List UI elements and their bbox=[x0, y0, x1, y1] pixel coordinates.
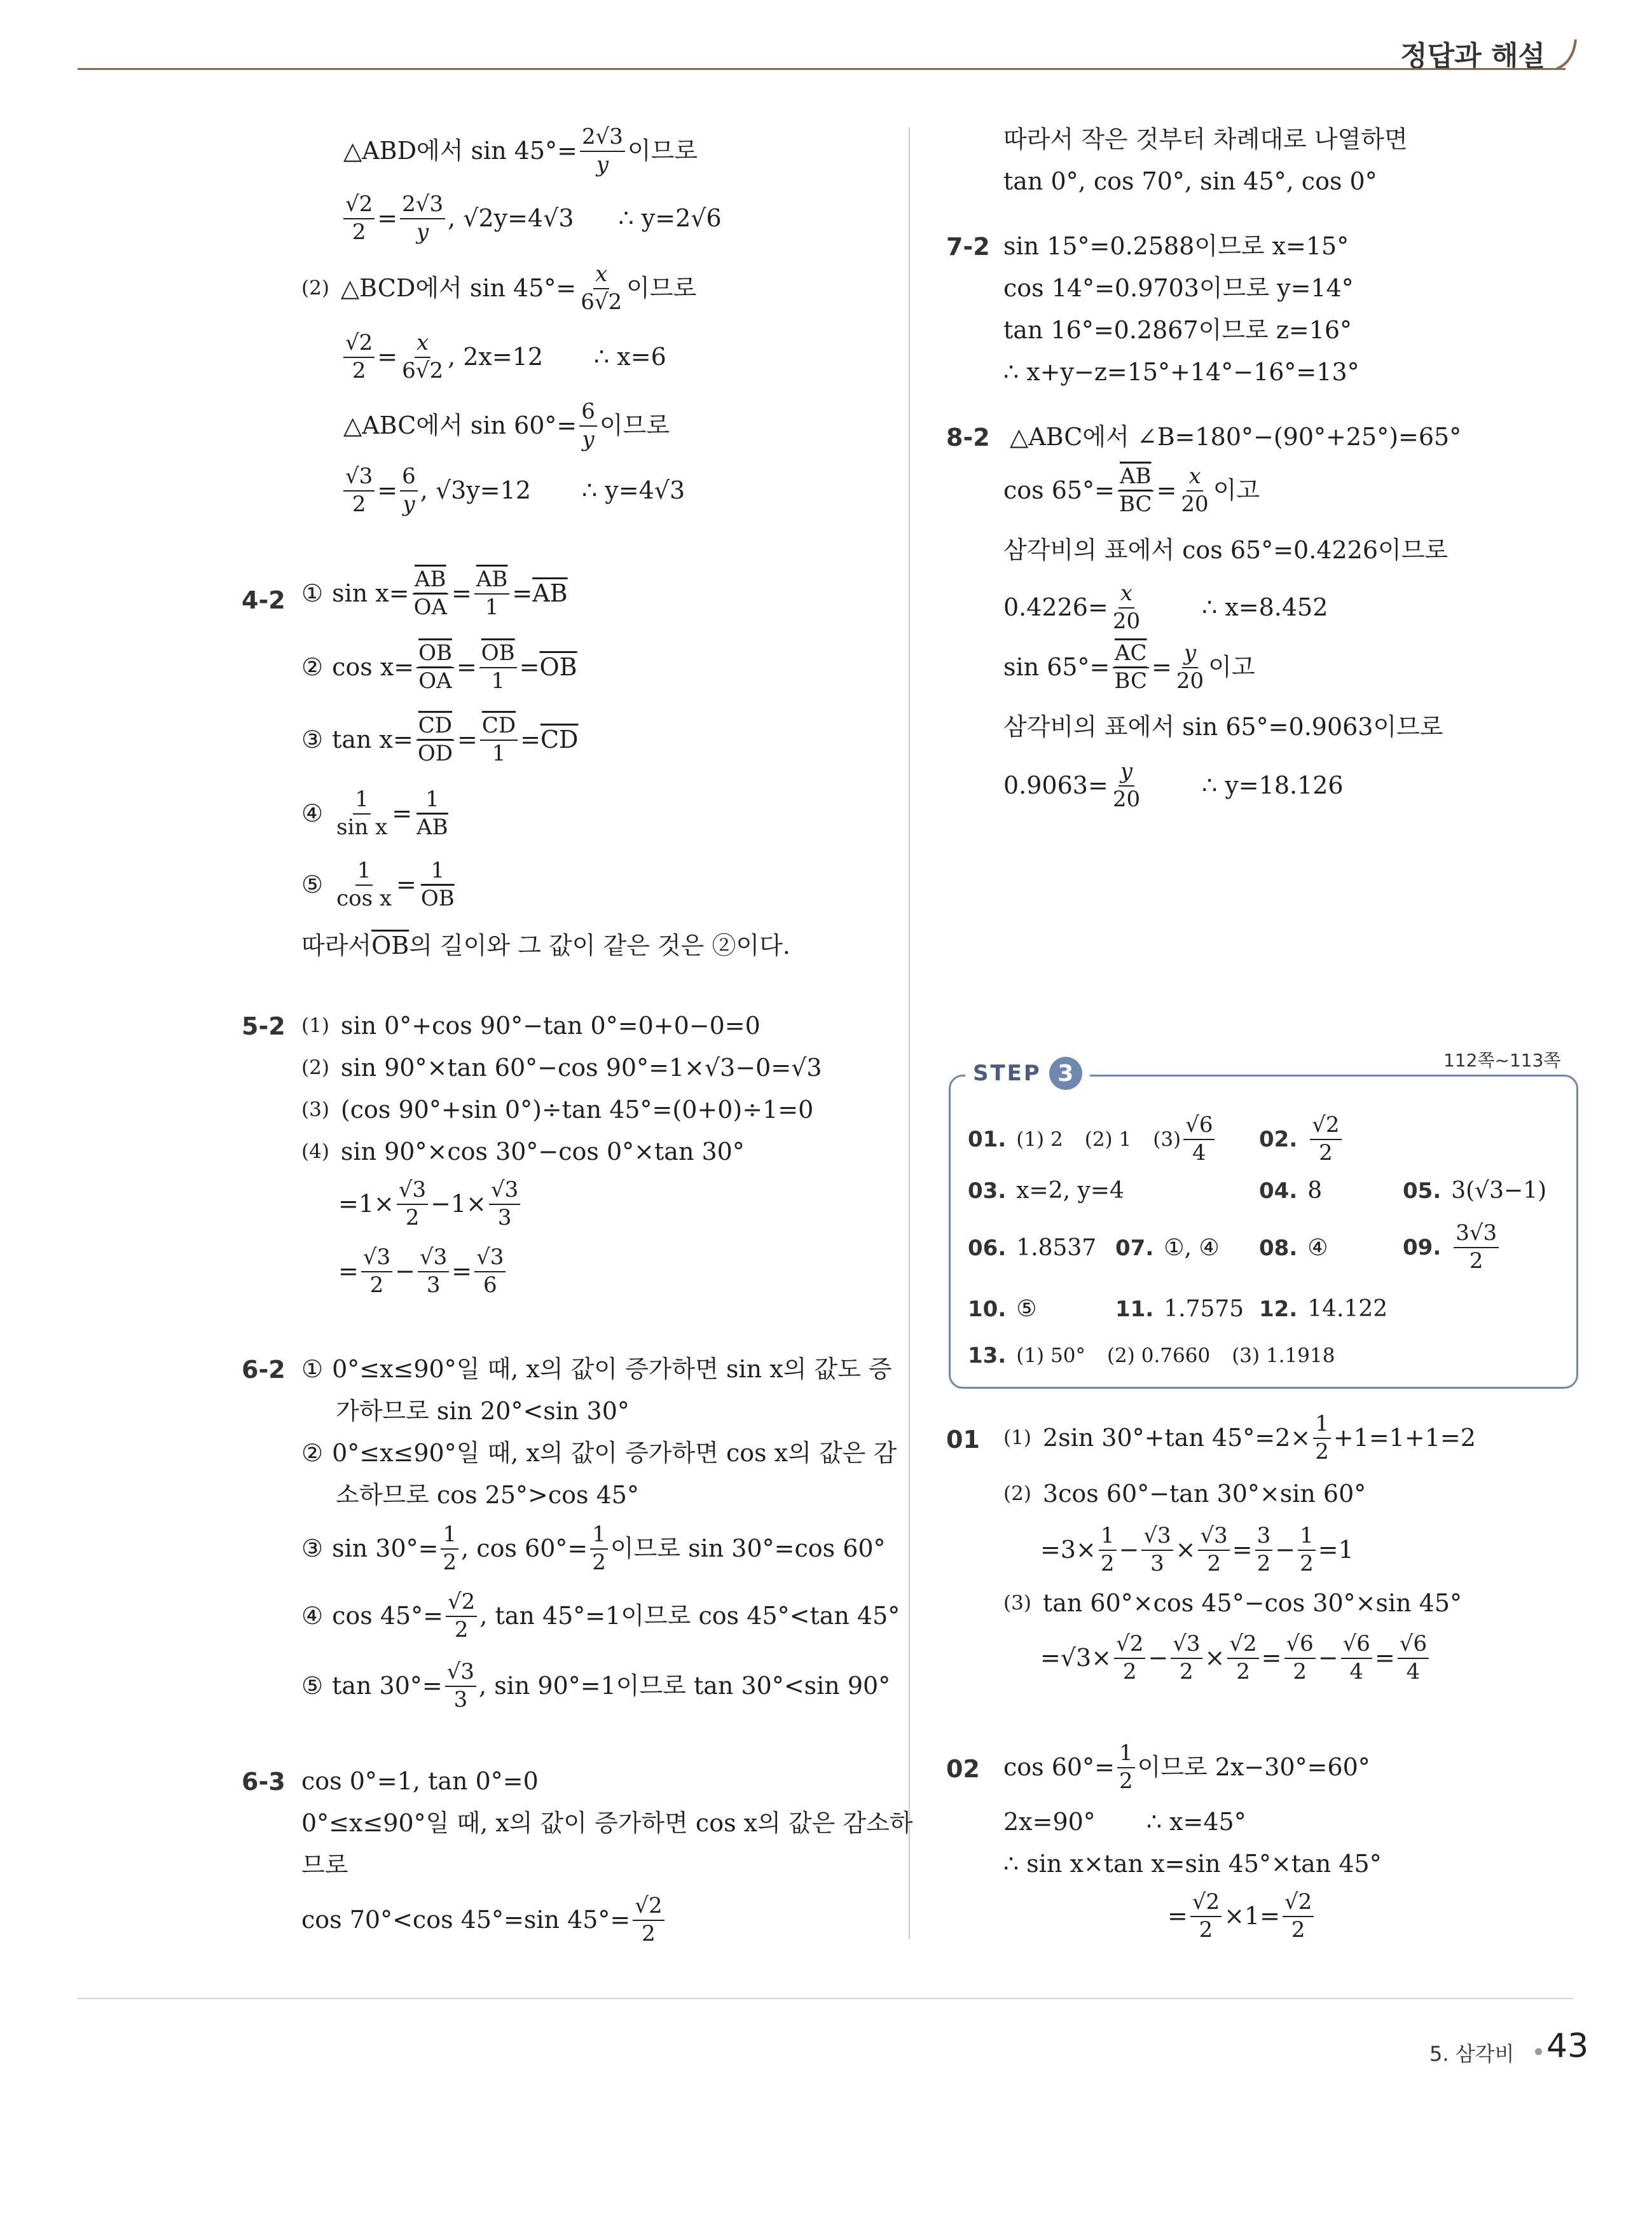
p42-conclusion: 따라서 $\overline{OB}$ 의 길이와 그 값이 같은 것은 ②이다. bbox=[301, 932, 790, 960]
fraction: $\frac{√2}{2}$ bbox=[343, 193, 375, 244]
s01-line-4: (3) tan 60°×cos 45°−cos 30°×sin 45° bbox=[1003, 1589, 1463, 1617]
text: △ABD에서 sin 45°= bbox=[343, 136, 577, 165]
fraction: $\frac{x}{20}$ bbox=[1112, 581, 1141, 634]
p42-row-2: ② cos x= $\frac{\overline{OB}}{OA}$ = $\frac{\overline{OB}}{1}$ = $\overline{OB}$ bbox=[301, 640, 577, 694]
page-number: 43 bbox=[1546, 2027, 1589, 2065]
fraction: $\frac{3√3}{2}$ bbox=[1454, 1222, 1499, 1272]
problem-id-6-3: 6-3 bbox=[242, 1768, 286, 1796]
fraction: $\frac{y}{20}$ bbox=[1112, 759, 1141, 812]
p82-line-1: △ABC에서 ∠B=180°−(90°+25°)=65° bbox=[1010, 423, 1462, 451]
p52-line-5: =1× $\frac{√3}{2}$ −1× $\frac{√3}{3}$ bbox=[338, 1179, 523, 1229]
answer-04: 04. 8 bbox=[1259, 1178, 1323, 1204]
s02-line-1: cos 60°= $\frac{1}{2}$ 이므로 2x−30°=60° bbox=[1003, 1740, 1370, 1794]
fraction: $\frac{6}{y}$ bbox=[400, 465, 418, 516]
p63-line-3: 므로 bbox=[301, 1851, 348, 1879]
fraction: $\frac{√3}{3}$ bbox=[489, 1179, 520, 1229]
fraction: $\frac{√3}{2}$ bbox=[1171, 1633, 1202, 1683]
answer-10: 10. ⑤ bbox=[968, 1296, 1037, 1322]
solution-id-01: 01 bbox=[946, 1426, 980, 1454]
fraction: $\frac{√3}{2}$ bbox=[1198, 1525, 1229, 1575]
p82-line-6: 삼각비의 표에서 sin 65°=0.9063이므로 bbox=[1003, 713, 1443, 741]
p52-line-2: (2) sin 90°×tan 60°−cos 90°=1×√3−0=√3 bbox=[301, 1054, 822, 1082]
fraction: $\frac{√2}{2}$ bbox=[446, 1591, 477, 1641]
left-top-line-2: $\frac{√2}{2}$ = $\frac{2√3}{y}$ , √2y=4√3 ∴ y=2√6 bbox=[341, 193, 722, 244]
s01-line-3: =3× $\frac{1}{2}$ − $\frac{√3}{3}$ × $\frac{√3}{2}$ = $\frac{3}{2}$ − $\frac{1}{2}$ =1 bbox=[1040, 1523, 1354, 1576]
answer-05: 05. 3(√3−1) bbox=[1403, 1178, 1547, 1204]
problem-id-4-2: 4-2 bbox=[242, 586, 286, 614]
problem-id-7-2: 7-2 bbox=[946, 233, 990, 261]
fraction: $\frac{√3}{3}$ bbox=[1141, 1525, 1173, 1575]
fraction: $\frac{\overline{AB}}{OA}$ bbox=[413, 567, 447, 620]
answer-03: 03. x=2, y=4 bbox=[968, 1178, 1124, 1204]
step3-page-range: 112쪽~113쪽 bbox=[1443, 1050, 1561, 1071]
solution-id-02: 02 bbox=[946, 1755, 980, 1783]
step3-label: STEP 3 bbox=[965, 1057, 1090, 1090]
fraction: $\frac{√6}{2}$ bbox=[1284, 1633, 1316, 1683]
answer-11: 11. 1.7575 bbox=[1115, 1296, 1244, 1322]
left-top-line-5: △ABC에서 sin 60°= $\frac{6}{y}$ 이므로 bbox=[343, 399, 670, 452]
p42-row-3: ③ tan x= $\frac{\overline{CD}}{OD}$ = $\frac{\overline{CD}}{1}$ = $\overline{CD}$ bbox=[301, 713, 579, 766]
page-header-title: 정답과 해설 bbox=[1400, 40, 1545, 72]
s02-line-2: 2x=90° ∴ x=45° bbox=[1003, 1808, 1246, 1836]
answer-02: 02. $\frac{√2}{2}$ bbox=[1259, 1114, 1344, 1164]
p62-line-2: ② 0°≤x≤90°일 때, x의 값이 증가하면 cos x의 값은 감 bbox=[301, 1439, 897, 1467]
fraction: $\frac{√2}{2}$ bbox=[343, 332, 375, 382]
fraction: $\frac{√2}{2}$ bbox=[1190, 1891, 1222, 1941]
fraction: $\frac{y}{20}$ bbox=[1176, 640, 1204, 694]
left-top-line-1 bbox=[343, 126, 698, 176]
s01-line-1: (1) 2sin 30°+tan 45°=2× $\frac{1}{2}$ +1=1+1=2 bbox=[1003, 1411, 1476, 1464]
fraction: $\frac{6}{y}$ bbox=[579, 401, 597, 451]
text: , √2y=4√3 bbox=[448, 203, 574, 232]
right-top-line-1: 따라서 작은 것부터 차례대로 나열하면 bbox=[1003, 125, 1408, 153]
step-number-badge: 3 bbox=[1049, 1057, 1082, 1090]
problem-id-5-2: 5-2 bbox=[242, 1012, 286, 1040]
fraction: $\frac{2√3}{y}$ bbox=[580, 126, 625, 176]
right-top-line-2: tan 0°, cos 70°, sin 45°, cos 0° bbox=[1003, 167, 1377, 195]
p62-line-4: ④ cos 45°= $\frac{√2}{2}$ , tan 45°=1이므로 cos 45°<tan 45° bbox=[301, 1589, 900, 1642]
fraction: $\frac{1}{OB}$ bbox=[420, 858, 455, 911]
p62-line-2b: 소하므로 cos 25°>cos 45° bbox=[336, 1481, 639, 1509]
fraction: $\frac{√6}{4}$ bbox=[1398, 1633, 1429, 1683]
fraction: $\frac{1}{2}$ bbox=[1313, 1413, 1331, 1463]
fraction: $\frac{1}{2}$ bbox=[1298, 1525, 1316, 1575]
fraction: $\frac{√2}{2}$ bbox=[1114, 1633, 1145, 1683]
fraction: $\frac{x}{6√2}$ bbox=[581, 261, 623, 315]
p72-line-3: tan 16°=0.2867이므로 z=16° bbox=[1003, 316, 1353, 344]
p62-line-1: ① 0°≤x≤90°일 때, x의 값이 증가하면 sin x의 값도 증 bbox=[301, 1355, 892, 1383]
footer-chapter: 5. 삼각비 bbox=[1429, 2042, 1515, 2066]
p42-row-4: ④ $\frac{1}{\text{sin x}}$ = $\frac{1}{AB}$ bbox=[301, 788, 453, 839]
fraction: $\frac{1}{2}$ bbox=[1099, 1525, 1117, 1575]
p62-line-1b: 가하므로 sin 20°<sin 30° bbox=[336, 1397, 630, 1425]
fraction: $\frac{√3}{2}$ bbox=[361, 1246, 392, 1297]
p82-line-5: sin 65°= $\frac{\overline{AC}}{BC}$ = $\frac{y}{20}$ 이고 bbox=[1003, 640, 1255, 694]
left-top-line-4: $\frac{√2}{2}$ = $\frac{x}{6√2}$ , 2x=12 ∴ x=6 bbox=[341, 332, 666, 382]
s02-line-3: ∴ sin x×tan x=sin 45°×tan 45° bbox=[1003, 1850, 1382, 1878]
answer-text: ∴ y=2√6 bbox=[618, 203, 722, 232]
answer-09: 09. $\frac{3√3}{2}$ bbox=[1403, 1222, 1501, 1272]
p63-line-2: 0°≤x≤90°일 때, x의 값이 증가하면 cos x의 값은 감소하 bbox=[301, 1809, 913, 1837]
p82-line-3: 삼각비의 표에서 cos 65°=0.4226이므로 bbox=[1003, 536, 1449, 564]
p52-line-6: = $\frac{√3}{2}$ − $\frac{√3}{3}$ = $\frac{√3}{6}$ bbox=[338, 1246, 508, 1297]
fraction: $\frac{x}{6√2}$ bbox=[402, 330, 444, 383]
fraction: $\frac{1}{2}$ bbox=[441, 1524, 458, 1574]
footer-rule bbox=[78, 1998, 1573, 1999]
text: 이므로 bbox=[627, 136, 698, 165]
fraction: $\frac{√6}{4}$ bbox=[1183, 1114, 1215, 1164]
p52-line-4: (4) sin 90°×cos 30°−cos 0°×tan 30° bbox=[301, 1138, 745, 1166]
p52-line-3: (3) (cos 90°+sin 0°)÷tan 45°=(0+0)÷1=0 bbox=[301, 1096, 814, 1124]
p42-row-1: ① sin x= $\frac{\overline{AB}}{OA}$ = $\frac{\overline{AB}}{1}$ = $\overline{AB}$ bbox=[301, 567, 568, 620]
fraction: $\frac{√3}{3}$ bbox=[418, 1246, 449, 1297]
p52-line-1: (1) sin 0°+cos 90°−tan 0°=0+0−0=0 bbox=[301, 1012, 761, 1040]
p72-line-1: sin 15°=0.2588이므로 x=15° bbox=[1003, 232, 1349, 260]
answer-01: 01. (1) 2 (2) 1 (3) $\frac{√6}{4}$ bbox=[968, 1114, 1217, 1164]
fraction: $\frac{1}{\text{sin x}}$ bbox=[336, 787, 388, 840]
answer-text: ∴ x=6 bbox=[594, 342, 666, 371]
p63-line-4: cos 70°<cos 45°=sin 45°= $\frac{√2}{2}$ bbox=[301, 1895, 667, 1945]
fraction: $\frac{√3}{3}$ bbox=[445, 1661, 476, 1711]
fraction: $\frac{√2}{2}$ bbox=[1310, 1114, 1341, 1164]
header-swoosh-decoration bbox=[1554, 37, 1580, 70]
fraction: $\frac{\overline{AC}}{BC}$ bbox=[1112, 642, 1149, 692]
fraction: $\frac{2√3}{y}$ bbox=[400, 193, 445, 244]
fraction: $\frac{√3}{6}$ bbox=[474, 1246, 506, 1297]
p72-line-4: ∴ x+y−z=15°+14°−16°=13° bbox=[1003, 358, 1359, 386]
fraction: $\frac{1}{2}$ bbox=[1117, 1742, 1135, 1793]
fraction: $\frac{1}{AB}$ bbox=[416, 787, 448, 840]
answer-12: 12. 14.122 bbox=[1259, 1296, 1388, 1322]
p82-line-4: 0.4226= $\frac{x}{20}$ ∴ x=8.452 bbox=[1003, 581, 1328, 634]
fraction: $\frac{\overline{AB}}{BC}$ bbox=[1119, 464, 1152, 517]
s01-line-5: =√3× $\frac{√2}{2}$ − $\frac{√3}{2}$ × $\frac{√2}{2}$ = $\frac{√6}{2}$ − $\frac{√6}{4}$ = $\frac{√6}{4}$ bbox=[1040, 1633, 1431, 1683]
fraction: $\frac{1}{2}$ bbox=[590, 1524, 608, 1574]
fraction: $\frac{1}{\text{cos x}}$ bbox=[336, 858, 392, 911]
fraction: $\frac{\overline{CD}}{OD}$ bbox=[416, 715, 455, 765]
left-top-line-3: (2) △BCD에서 sin 45°= $\frac{x}{6√2}$ 이므로 bbox=[301, 261, 697, 315]
p63-line-1: cos 0°=1, tan 0°=0 bbox=[301, 1767, 539, 1795]
fraction: $\frac{\overline{OB}}{1}$ bbox=[479, 642, 517, 692]
p62-line-3: ③ sin 30°= $\frac{1}{2}$ , cos 60°= $\frac{1}{2}$ 이므로 sin 30°=cos 60° bbox=[301, 1522, 886, 1575]
fraction: $\frac{√2}{2}$ bbox=[1283, 1891, 1314, 1941]
p72-line-2: cos 14°=0.9703이므로 y=14° bbox=[1003, 274, 1354, 302]
fraction: $\frac{\overline{CD}}{1}$ bbox=[480, 715, 518, 765]
answer-06: 06. 1.8537 bbox=[968, 1235, 1097, 1261]
p62-line-5: ⑤ tan 30°= $\frac{√3}{3}$ , sin 90°=1이므로 tan 30°<sin 90° bbox=[301, 1659, 891, 1712]
fraction: $\frac{√3}{2}$ bbox=[343, 465, 375, 516]
s01-line-2: (2) 3cos 60°−tan 30°×sin 60° bbox=[1003, 1480, 1366, 1508]
fraction: $\frac{√6}{4}$ bbox=[1341, 1633, 1372, 1683]
fraction: $\frac{√2}{2}$ bbox=[633, 1895, 664, 1945]
fraction: $\frac{\overline{OB}}{OA}$ bbox=[416, 642, 454, 692]
answer-07: 07. ①, ④ bbox=[1115, 1235, 1220, 1261]
p82-line-7: 0.9063= $\frac{y}{20}$ ∴ y=18.126 bbox=[1003, 759, 1344, 812]
left-top-line-6: $\frac{√3}{2}$ = $\frac{6}{y}$ , √3y=12 ∴ y=4√3 bbox=[341, 465, 685, 516]
s02-line-4: = $\frac{√2}{2}$ ×1= $\frac{√2}{2}$ bbox=[1167, 1891, 1316, 1941]
problem-id-6-2: 6-2 bbox=[242, 1356, 286, 1384]
p82-line-2: cos 65°= $\frac{\overline{AB}}{BC}$ = $\frac{x}{20}$ 이고 bbox=[1003, 464, 1260, 517]
fraction: $\frac{3}{2}$ bbox=[1255, 1525, 1273, 1575]
footer-dot-separator bbox=[1535, 2048, 1542, 2055]
problem-id-8-2: 8-2 bbox=[946, 423, 990, 451]
fraction: $\frac{x}{20}$ bbox=[1181, 464, 1209, 517]
header-rule bbox=[78, 68, 1566, 70]
answer-13: 13. (1) 50° (2) 0.7660 (3) 1.1918 bbox=[968, 1343, 1335, 1368]
column-divider bbox=[909, 127, 910, 1939]
fraction: $\frac{√2}{2}$ bbox=[1227, 1633, 1258, 1683]
p42-row-5: ⑤ $\frac{1}{\text{cos x}}$ = $\frac{1}{OB}$ bbox=[301, 860, 459, 910]
fraction: $\frac{√3}{2}$ bbox=[397, 1179, 428, 1229]
answer-08: 08. ④ bbox=[1259, 1235, 1328, 1261]
fraction: $\frac{\overline{AB}}{1}$ bbox=[474, 568, 510, 619]
answer-text: ∴ y=4√3 bbox=[582, 476, 685, 504]
